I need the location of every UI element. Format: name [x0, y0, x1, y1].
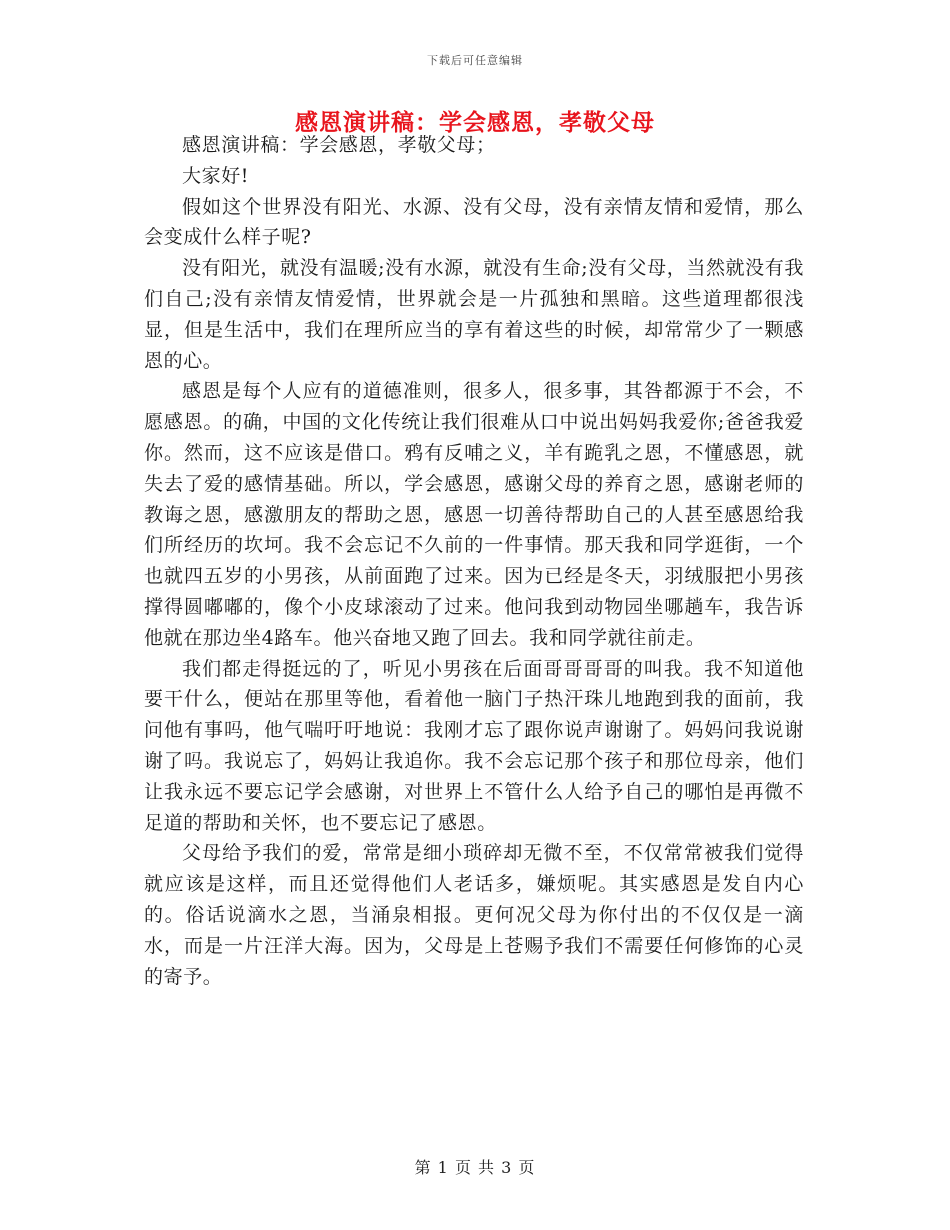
- document-title: 感恩演讲稿：学会感恩，孝敬父母: [295, 110, 655, 136]
- page-number-footer: 第 1 页 共 3 页: [414, 1158, 536, 1177]
- document-body: [144, 130, 804, 992]
- paragraph: 假如这个世界没有阳光、水源、没有父母，没有亲情友情和爱情，那么会变成什么样子呢?: [144, 195, 804, 249]
- paragraph: 父母给予我们的爱，常常是细小琐碎却无微不至，不仅常常被我们觉得就应该是这样，而且还觉得他们人老话多，嫌烦呢。其实感恩是发自内心的。俗话说滴水之恩，当涌泉相报。更何况父母为你付出的不仅仅是一滴水，而是一片汪洋大海。因为，父母是上苍赐予我们不需要任何修饰的心灵的寄予。: [144, 842, 804, 988]
- paragraph: 我们都走得挺远的了，听见小男孩在后面哥哥哥哥的叫我。我不知道他要干什么，便站在那里等他，看着他一脑门子热汗珠儿地跑到我的面前，我问他有事吗，他气喘吁吁地说：我刚才忘了跟你说声谢谢了。妈妈问我说谢谢了吗。我说忘了，妈妈让我追你。我不会忘记那个孩子和那位母亲，他们让我永远不要忘记学会感谢，对世界上不管什么人给予自己的哪怕是再微不足道的帮助和关怀，也不要忘记了感恩。: [144, 657, 804, 834]
- paragraph: 感恩是每个人应有的道德准则，很多人，很多事，其咎都源于不会，不愿感恩。的确，中国的文化传统让我们很难从口中说出妈妈我爱你;爸爸我爱你。然而，这不应该是借口。鸦有反哺之义，羊有跪乳之恩，不懂感恩，就失去了爱的感情基础。所以，学会感恩，感谢父母的养育之恩，感谢老师的教诲之恩，感激朋友的帮助之恩，感恩一切善待帮助自己的人甚至感恩给我们所经历的坎坷。我不会忘记不久前的一件事情。那天我和同学逛街，一个也就四五岁的小男孩，从前面跑了过来。因为已经是冬天，羽绒服把小男孩撑得圆嘟嘟的，像个小皮球滚动了过来。他问我到动物园坐哪趟车，我告诉他就在那边坐4路车。他兴奋地又跑了回去。我和同学就往前走。: [144, 380, 804, 649]
- paragraph: 感恩演讲稿：学会感恩，孝敬父母；: [182, 134, 496, 156]
- paragraph: 大家好!: [182, 164, 250, 187]
- paragraph: 没有阳光，就没有温暖;没有水源，就没有生命;没有父母，当然就没有我们自己;没有亲情友情爱情，世界就会是一片孤独和黑暗。这些道理都很浅显，但是生活中，我们在理所应当的享有着这些的时候，却常常少了一颗感恩的心。: [144, 257, 804, 372]
- header-note: 下载后可任意编辑: [427, 54, 523, 67]
